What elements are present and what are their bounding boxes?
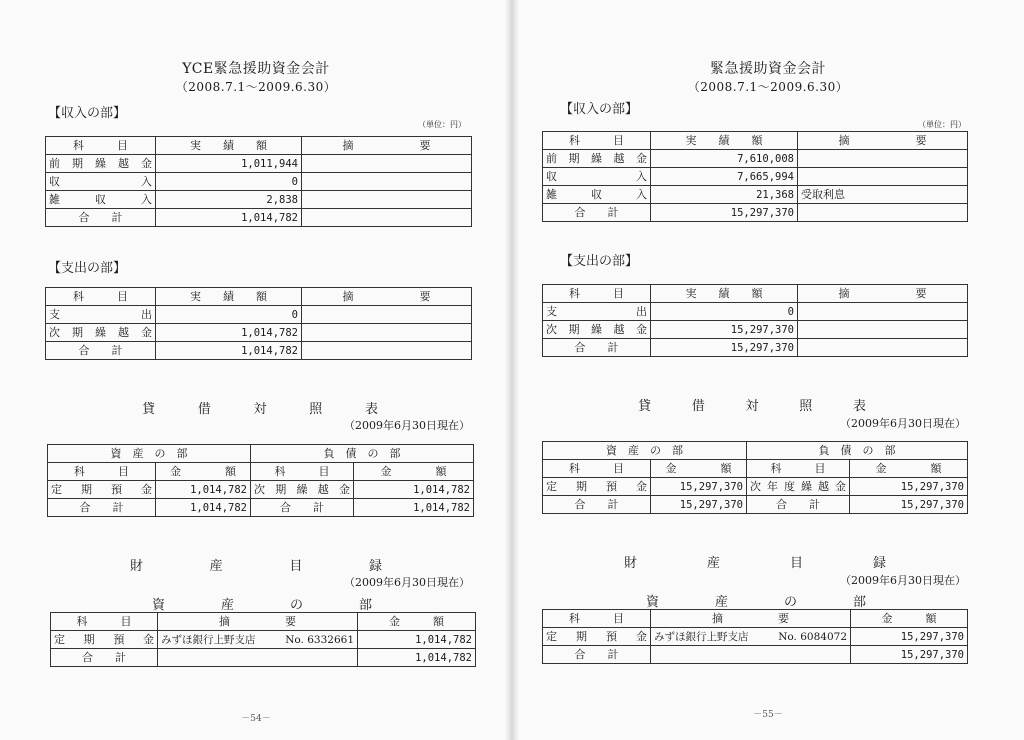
- title-char: 産: [706, 556, 720, 571]
- row-note: [798, 321, 968, 339]
- total-label: 合 計: [251, 499, 354, 517]
- expense-header-row: [46, 288, 472, 306]
- income-row: [46, 173, 472, 191]
- inventory-subheading: [152, 594, 372, 613]
- row-amount: 21,368: [651, 186, 798, 204]
- col-amount: 金 額: [358, 613, 476, 631]
- total-note: [158, 649, 358, 667]
- total-label: 合 計: [747, 496, 850, 514]
- title-char: 対: [745, 399, 759, 414]
- row-label: 雑収入: [46, 191, 156, 209]
- bank-name: みずほ銀行上野支店: [158, 631, 256, 649]
- income-row: [543, 168, 968, 186]
- unit-label: （単位：円）: [918, 120, 966, 129]
- sub-char: 部: [852, 595, 866, 610]
- total-label: 合 計: [51, 649, 158, 667]
- balance-sheet-title: [638, 395, 866, 414]
- bank-name: みずほ銀行上野支店: [651, 628, 749, 646]
- total-note: [302, 342, 472, 360]
- row-amount: 7,665,994: [651, 168, 798, 186]
- inventory-total-row: [51, 649, 476, 667]
- col-subject: 科 目: [251, 463, 354, 481]
- title-char: 借: [691, 399, 705, 414]
- inventory-title: [130, 555, 382, 574]
- income-header-row: [46, 137, 472, 155]
- income-row: [543, 186, 968, 204]
- total-assets: 15,297,370: [651, 496, 747, 514]
- balance-sheet-table: [47, 444, 474, 517]
- period: （2008.7.1～2009.6.30）: [175, 80, 337, 94]
- sub-char: の: [783, 595, 797, 610]
- inventory-title: [624, 552, 886, 571]
- col-note: 摘 要: [798, 285, 968, 303]
- total-amount: 15,297,370: [651, 339, 798, 357]
- col-subject: 科 目: [46, 137, 156, 155]
- total-amount: 1,014,782: [358, 649, 476, 667]
- title-char: 貸: [142, 402, 156, 417]
- col-note: 摘 要: [302, 137, 472, 155]
- row-note: [798, 168, 968, 186]
- asset-label: 定期預金: [543, 478, 651, 496]
- expense-total-row: [543, 339, 968, 357]
- title-char: 録: [872, 556, 886, 571]
- total-liabilities: 1,014,782: [354, 499, 474, 517]
- total-label: 合 計: [543, 646, 651, 664]
- bs-total-row: [543, 496, 968, 514]
- page-title: [0, 58, 512, 78]
- sub-char: 産: [220, 598, 234, 613]
- title-char: 目: [289, 559, 303, 574]
- col-amount: 金 額: [354, 463, 474, 481]
- title-char: 表: [364, 402, 378, 417]
- row-label: 定期預金: [543, 628, 651, 646]
- col-note: 摘 要: [651, 610, 851, 628]
- row-note: [798, 150, 968, 168]
- income-heading: 【収入の部】: [48, 106, 127, 121]
- liability-amount: 15,297,370: [850, 478, 968, 496]
- col-amount: 金 額: [851, 610, 968, 628]
- row-label: 支出: [543, 303, 651, 321]
- total-label: 合 計: [543, 339, 651, 357]
- row-amount: 1,011,944: [156, 155, 302, 173]
- row-amount: 15,297,370: [651, 321, 798, 339]
- liability-label: 次年度繰越金: [747, 478, 850, 496]
- col-subject: 科 目: [543, 460, 651, 478]
- income-heading: 【収入の部】: [560, 102, 639, 117]
- row-amount: 0: [651, 303, 798, 321]
- total-note: [302, 209, 472, 227]
- inventory-total-row: [543, 646, 968, 664]
- account-number: No. 6332661: [256, 631, 358, 649]
- row-amount: 1,014,782: [156, 324, 302, 342]
- row-amount: 1,014,782: [358, 631, 476, 649]
- income-row: [46, 191, 472, 209]
- title-char: 財: [130, 559, 144, 574]
- total-note: [798, 339, 968, 357]
- inventory-table: [542, 609, 968, 664]
- title-char: 目: [789, 556, 803, 571]
- title-char: 貸: [638, 399, 652, 414]
- page-title-text: YCE緊急援助資金会計: [182, 61, 330, 77]
- col-subject: 科 目: [747, 460, 850, 478]
- total-label: 合 計: [543, 496, 651, 514]
- asset-label: 定期預金: [48, 481, 156, 499]
- row-label: 雑収入: [543, 186, 651, 204]
- col-subject: 科 目: [543, 285, 651, 303]
- bs-total-row: [48, 499, 474, 517]
- account-number: No. 6084072: [749, 628, 851, 646]
- as-of-date: （2009年6月30日現在）: [840, 574, 966, 587]
- liabilities-section: 負 債 の 部: [747, 442, 968, 460]
- row-label: 前期繰越金: [46, 155, 156, 173]
- total-label: 合 計: [46, 209, 156, 227]
- title-char: 表: [852, 399, 866, 414]
- col-note: 摘 要: [158, 613, 358, 631]
- income-row: [543, 150, 968, 168]
- row-note: [302, 155, 472, 173]
- expense-row: [46, 324, 472, 342]
- row-label: 次期繰越金: [543, 321, 651, 339]
- row-note: 受取利息: [798, 186, 968, 204]
- balance-sheet-title: [142, 398, 378, 417]
- col-subject: 科 目: [51, 613, 158, 631]
- row-label: 収入: [543, 168, 651, 186]
- page-number: －54－: [241, 714, 271, 724]
- right-page: [512, 0, 1024, 740]
- liabilities-section: 負 債 の 部: [251, 445, 474, 463]
- col-amount: 実 績 額: [651, 285, 798, 303]
- col-note: 摘 要: [302, 288, 472, 306]
- inventory-table: [50, 612, 476, 667]
- col-amount: 実 績 額: [156, 288, 302, 306]
- balance-sheet-table: [542, 441, 968, 514]
- title-char: 財: [624, 556, 638, 571]
- sub-char: 資: [646, 595, 660, 610]
- total-assets: 1,014,782: [156, 499, 251, 517]
- page-number: －55－: [753, 710, 783, 720]
- row-label: 次期繰越金: [46, 324, 156, 342]
- income-row: [46, 155, 472, 173]
- expense-row: [543, 303, 968, 321]
- total-label: 合 計: [543, 204, 651, 222]
- expense-table: [542, 284, 968, 357]
- title-char: 対: [253, 402, 267, 417]
- total-label: 合 計: [46, 342, 156, 360]
- assets-section: 資 産 の 部: [48, 445, 251, 463]
- row-label: 定期預金: [51, 631, 158, 649]
- income-table: [542, 131, 968, 222]
- col-amount: 実 績 額: [651, 132, 798, 150]
- row-note: [302, 173, 472, 191]
- as-of-date: （2009年6月30日現在）: [344, 419, 470, 432]
- title-char: 録: [368, 559, 382, 574]
- total-amount: 1,014,782: [156, 342, 302, 360]
- row-amount: 2,838: [156, 191, 302, 209]
- expense-total-row: [46, 342, 472, 360]
- row-note: [798, 303, 968, 321]
- inventory-header-row: [51, 613, 476, 631]
- asset-amount: 15,297,370: [651, 478, 747, 496]
- income-header-row: [543, 132, 968, 150]
- as-of-date: （2009年6月30日現在）: [840, 417, 966, 430]
- col-amount: 金 額: [651, 460, 747, 478]
- expense-header-row: [543, 285, 968, 303]
- col-subject: 科 目: [543, 610, 651, 628]
- title-char: 照: [799, 399, 813, 414]
- title-char: 借: [197, 402, 211, 417]
- period: （2008.7.1～2009.6.30）: [687, 80, 849, 94]
- inventory-row: [51, 631, 476, 649]
- asset-amount: 1,014,782: [156, 481, 251, 499]
- col-amount: 金 額: [850, 460, 968, 478]
- total-liabilities: 15,297,370: [850, 496, 968, 514]
- col-subject: 科 目: [543, 132, 651, 150]
- col-amount: 実 績 額: [156, 137, 302, 155]
- col-subject: 科 目: [46, 288, 156, 306]
- book-gutter: [505, 0, 519, 740]
- row-note: [302, 324, 472, 342]
- expense-row: [46, 306, 472, 324]
- assets-section: 資 産 の 部: [543, 442, 747, 460]
- col-subject: 科 目: [48, 463, 156, 481]
- total-note: [798, 204, 968, 222]
- row-amount: 7,610,008: [651, 150, 798, 168]
- total-note: [651, 646, 851, 664]
- col-amount: 金 額: [156, 463, 251, 481]
- inventory-row: [543, 628, 968, 646]
- inventory-subheading: [646, 591, 866, 610]
- title-char: 照: [309, 402, 323, 417]
- sub-char: の: [289, 598, 303, 613]
- unit-label: （単位：円）: [418, 120, 466, 129]
- row-note: [302, 306, 472, 324]
- bs-section-row: [543, 442, 968, 460]
- sub-char: 産: [714, 595, 728, 610]
- bs-header-row: [48, 463, 474, 481]
- sub-char: 部: [358, 598, 372, 613]
- col-note: 摘 要: [798, 132, 968, 150]
- as-of-date: （2009年6月30日現在）: [344, 576, 470, 589]
- row-amount: 0: [156, 306, 302, 324]
- total-amount: 15,297,370: [851, 646, 968, 664]
- income-total-row: [543, 204, 968, 222]
- expense-heading: 【支出の部】: [560, 254, 639, 269]
- bs-row: [48, 481, 474, 499]
- total-amount: 1,014,782: [156, 209, 302, 227]
- row-label: 前期繰越金: [543, 150, 651, 168]
- bs-row: [543, 478, 968, 496]
- expense-row: [543, 321, 968, 339]
- sub-char: 資: [152, 598, 166, 613]
- title-char: 産: [209, 559, 223, 574]
- total-label: 合 計: [48, 499, 156, 517]
- bs-section-row: [48, 445, 474, 463]
- row-note: [302, 191, 472, 209]
- income-table: [45, 136, 472, 227]
- income-total-row: [46, 209, 472, 227]
- expense-heading: 【支出の部】: [48, 261, 127, 276]
- row-label: 収入: [46, 173, 156, 191]
- row-amount: 0: [156, 173, 302, 191]
- bs-header-row: [543, 460, 968, 478]
- total-amount: 15,297,370: [651, 204, 798, 222]
- liability-label: 次期繰越金: [251, 481, 354, 499]
- row-label: 支出: [46, 306, 156, 324]
- inventory-header-row: [543, 610, 968, 628]
- page-title: 緊急援助資金会計: [710, 61, 826, 77]
- row-amount: 15,297,370: [851, 628, 968, 646]
- expense-table: [45, 287, 472, 360]
- liability-amount: 1,014,782: [354, 481, 474, 499]
